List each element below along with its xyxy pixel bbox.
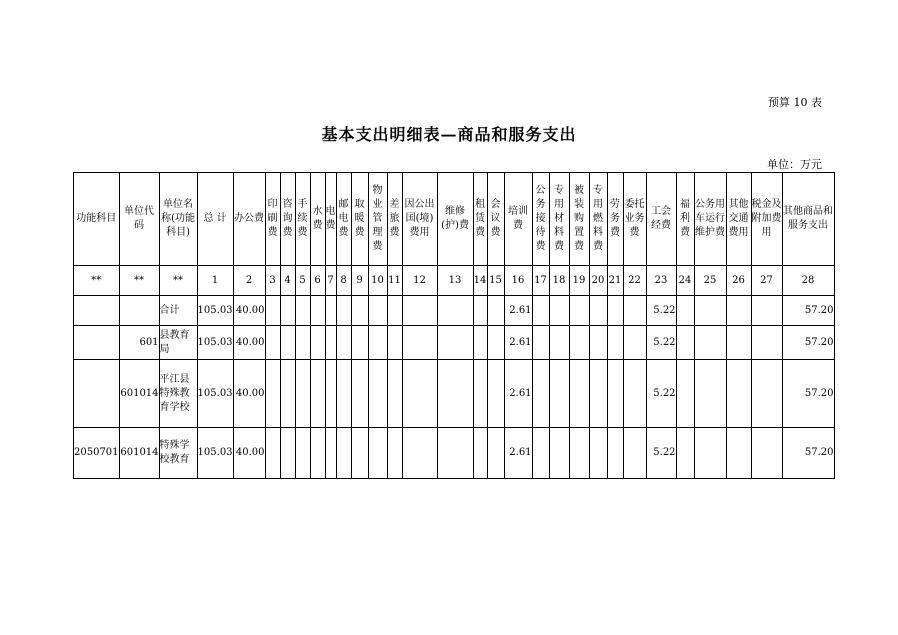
table-row — [74, 360, 835, 428]
column-number-row — [74, 266, 835, 296]
office-fee-cell: 40.00 — [233, 428, 265, 479]
col-number: 6 — [310, 266, 325, 296]
col-number: 1 — [197, 266, 233, 296]
total-cell: 105.03 — [197, 360, 233, 428]
col-header: 电费 — [325, 173, 336, 266]
office-fee-cell: 40.00 — [233, 326, 265, 360]
col-header: 水费 — [310, 173, 325, 266]
training-fee-cell: 2.61 — [504, 428, 532, 479]
col-header: 印刷费 — [265, 173, 280, 266]
unit-code-cell — [119, 296, 159, 326]
col-number: 24 — [676, 266, 694, 296]
col-number: 27 — [751, 266, 782, 296]
header-row — [74, 173, 835, 266]
col-header: 因公出国(境)费用 — [402, 173, 437, 266]
office-fee-cell: 40.00 — [233, 296, 265, 326]
function-code-cell — [74, 296, 120, 326]
union-fee-cell: 5.22 — [646, 326, 676, 360]
col-number: 20 — [589, 266, 607, 296]
col-number: 15 — [487, 266, 504, 296]
office-fee-cell: 40.00 — [233, 360, 265, 428]
col-number: 18 — [549, 266, 569, 296]
col-number: 8 — [336, 266, 351, 296]
other-expense-cell: 57.20 — [782, 296, 834, 326]
function-code-cell — [74, 326, 120, 360]
unit-code-cell: 601 — [119, 326, 159, 360]
table-row — [74, 296, 835, 326]
table-row — [74, 428, 835, 479]
col-number: 5 — [295, 266, 310, 296]
total-cell: 105.03 — [197, 326, 233, 360]
col-header: 单位代码 — [119, 173, 159, 266]
col-header: 差旅费 — [387, 173, 402, 266]
col-header: 其他商品和服务支出 — [782, 173, 834, 266]
col-number: 14 — [473, 266, 487, 296]
page-title: 基本支出明细表—商品和服务支出 — [321, 125, 577, 144]
col-header: 劳务费 — [607, 173, 623, 266]
col-header: 公务接待费 — [532, 173, 549, 266]
unit-name-cell: 合计 — [159, 296, 197, 326]
unit-name-cell: 特殊学校教育 — [159, 428, 197, 479]
other-expense-cell: 57.20 — [782, 360, 834, 428]
col-header: 取暖费 — [351, 173, 368, 266]
unit-name-cell: 县教育局 — [159, 326, 197, 360]
col-number: ** — [159, 266, 197, 296]
col-header: 手续费 — [295, 173, 310, 266]
col-header: 被装购置费 — [569, 173, 589, 266]
table-number-label: 预算 10 表 — [768, 96, 822, 109]
col-header: 功能科目 — [74, 173, 120, 266]
col-number: 22 — [623, 266, 646, 296]
col-header: 维修(护)费 — [437, 173, 473, 266]
union-fee-cell: 5.22 — [646, 428, 676, 479]
col-number: 11 — [387, 266, 402, 296]
training-fee-cell: 2.61 — [504, 326, 532, 360]
col-header: 工会经费 — [646, 173, 676, 266]
col-number: 7 — [325, 266, 336, 296]
col-number: ** — [74, 266, 120, 296]
col-header: 物业管理费 — [368, 173, 387, 266]
col-number: 17 — [532, 266, 549, 296]
total-cell: 105.03 — [197, 428, 233, 479]
col-number: ** — [119, 266, 159, 296]
col-header: 专用材料费 — [549, 173, 569, 266]
col-header: 专用燃料费 — [589, 173, 607, 266]
unit-code-cell: 601014 — [119, 428, 159, 479]
col-number: 12 — [402, 266, 437, 296]
col-number: 4 — [280, 266, 295, 296]
table-row — [74, 326, 835, 360]
col-header: 福利费 — [676, 173, 694, 266]
training-fee-cell: 2.61 — [504, 296, 532, 326]
col-number: 23 — [646, 266, 676, 296]
col-number: 13 — [437, 266, 473, 296]
col-header: 总 计 — [197, 173, 233, 266]
expense-detail-table — [73, 172, 835, 479]
col-header: 会议费 — [487, 173, 504, 266]
unit-name-cell: 平江县特殊教育学校 — [159, 360, 197, 428]
col-number: 28 — [782, 266, 834, 296]
col-header: 税金及附加费用 — [751, 173, 782, 266]
col-number: 3 — [265, 266, 280, 296]
col-header: 邮电费 — [336, 173, 351, 266]
function-code-cell — [74, 360, 120, 428]
col-header: 单位名称(功能科目) — [159, 173, 197, 266]
col-number: 19 — [569, 266, 589, 296]
col-number: 16 — [504, 266, 532, 296]
col-header: 咨询费 — [280, 173, 295, 266]
col-header: 其他交通费用 — [726, 173, 751, 266]
other-expense-cell: 57.20 — [782, 428, 834, 479]
training-fee-cell: 2.61 — [504, 360, 532, 428]
col-header: 公务用车运行维护费 — [694, 173, 726, 266]
col-header: 租赁费 — [473, 173, 487, 266]
total-cell: 105.03 — [197, 296, 233, 326]
unit-code-cell: 601014 — [119, 360, 159, 428]
col-header: 办公费 — [233, 173, 265, 266]
union-fee-cell: 5.22 — [646, 296, 676, 326]
col-number: 2 — [233, 266, 265, 296]
col-header: 培训费 — [504, 173, 532, 266]
other-expense-cell: 57.20 — [782, 326, 834, 360]
col-header: 委托业务费 — [623, 173, 646, 266]
col-number: 25 — [694, 266, 726, 296]
col-number: 10 — [368, 266, 387, 296]
col-number: 26 — [726, 266, 751, 296]
col-number: 21 — [607, 266, 623, 296]
unit-label: 单位：万元 — [767, 158, 822, 171]
function-code-cell: 2050701 — [74, 428, 120, 479]
col-number: 9 — [351, 266, 368, 296]
union-fee-cell: 5.22 — [646, 360, 676, 428]
